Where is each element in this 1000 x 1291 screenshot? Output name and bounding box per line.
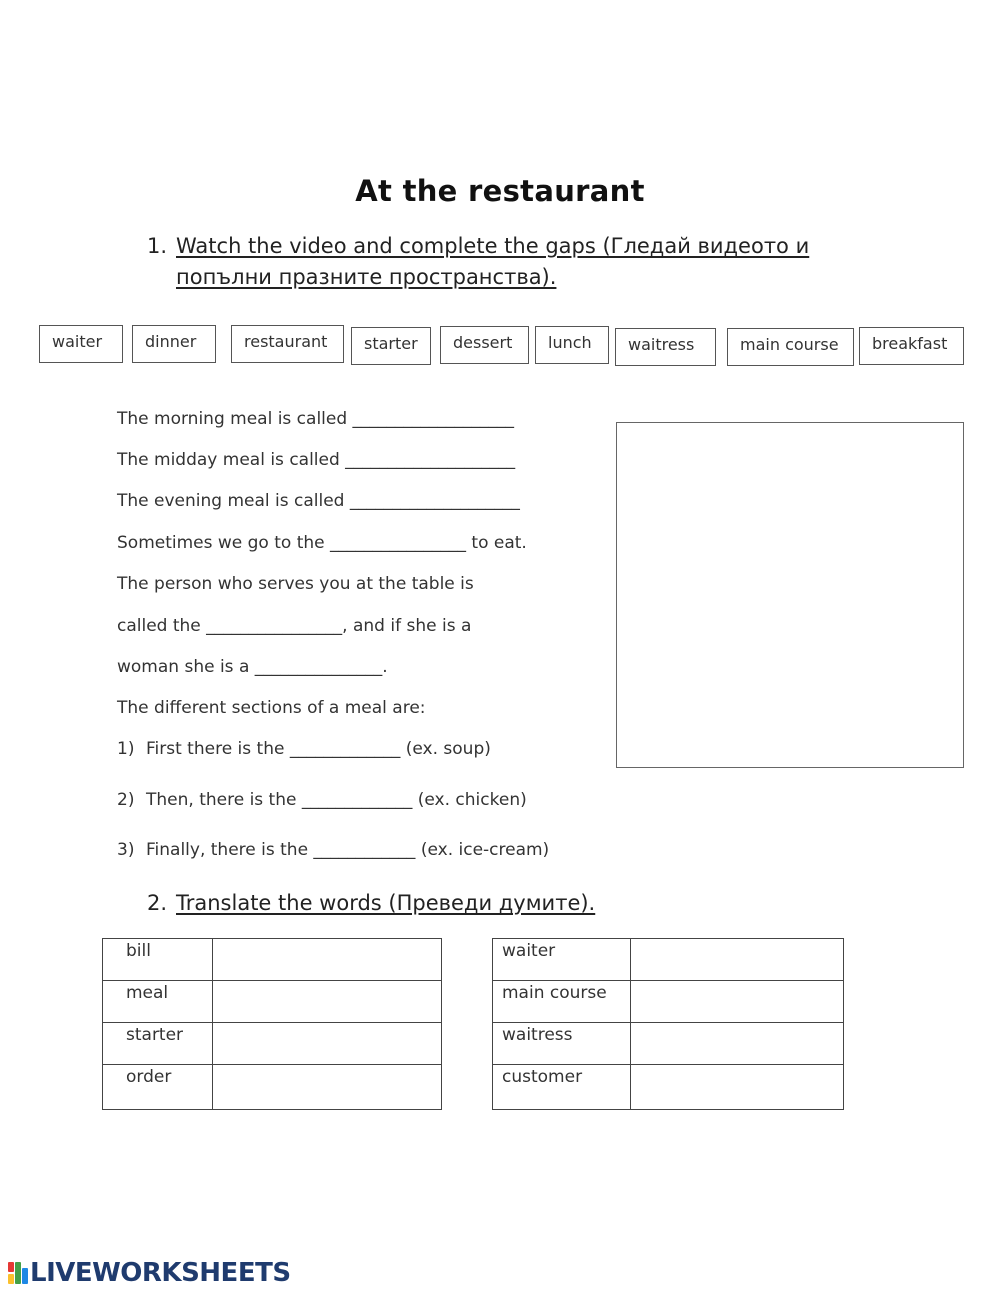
table-row xyxy=(103,1023,442,1065)
translate-table-left xyxy=(102,938,442,1110)
section-2-number: 2. xyxy=(147,891,168,915)
word-cell: meal xyxy=(103,981,213,1023)
word-cell: waiter xyxy=(493,939,631,981)
answer-input-cell[interactable] xyxy=(213,1065,442,1110)
meal-section-text: First there is the _____________ (ex. soup) xyxy=(146,739,491,759)
section-1-number: 1. xyxy=(147,234,168,258)
word-bank-item[interactable]: dessert xyxy=(440,326,529,364)
section-2-heading xyxy=(147,888,847,920)
sentence-person: The person who serves you at the table is xyxy=(117,574,474,594)
liveworksheets-logo[interactable] xyxy=(8,1258,291,1288)
table-row xyxy=(493,981,844,1023)
word-cell: starter xyxy=(103,1023,213,1065)
word-cell: waitress xyxy=(493,1023,631,1065)
meal-section-number: 1) xyxy=(117,739,135,759)
answer-input-cell[interactable] xyxy=(631,981,844,1023)
word-bank-item[interactable]: starter xyxy=(351,327,431,365)
word-bank-item[interactable]: waitress xyxy=(615,328,716,366)
meal-section-item xyxy=(117,739,491,759)
answer-input-cell[interactable] xyxy=(213,981,442,1023)
word-cell: customer xyxy=(493,1065,631,1110)
answer-input-cell[interactable] xyxy=(213,1023,442,1065)
section-1-heading-line1: Watch the video and complete the gaps (Гледай видеото и xyxy=(176,234,810,258)
word-cell: order xyxy=(103,1065,213,1110)
sentence-woman: woman she is a _______________. xyxy=(117,657,388,677)
answer-input-cell[interactable] xyxy=(631,1065,844,1110)
video-box[interactable] xyxy=(616,422,964,768)
word-bank-item[interactable]: restaurant xyxy=(231,325,344,363)
table-row xyxy=(103,1065,442,1110)
word-cell: main course xyxy=(493,981,631,1023)
word-bank-item[interactable]: breakfast xyxy=(859,327,964,365)
sentence-morning: The morning meal is called ___________________ xyxy=(117,409,515,429)
word-cell: bill xyxy=(103,939,213,981)
meal-section-text: Finally, there is the ____________ (ex. ice-cream) xyxy=(146,840,550,860)
answer-input-cell[interactable] xyxy=(631,939,844,981)
answer-input-cell[interactable] xyxy=(213,939,442,981)
section-1-heading-line2: попълни празните пространства). xyxy=(176,265,557,289)
sentence-midday: The midday meal is called ____________________ xyxy=(117,450,516,470)
meal-section-item xyxy=(117,790,527,810)
sentence-sections: The different sections of a meal are: xyxy=(117,698,426,718)
table-row xyxy=(103,981,442,1023)
table-row xyxy=(493,939,844,981)
worksheet-title: At the restaurant xyxy=(355,174,645,208)
table-row xyxy=(493,1023,844,1065)
liveworksheets-logo-icon xyxy=(8,1260,28,1286)
meal-section-number: 3) xyxy=(117,840,135,860)
meal-section-text: Then, there is the _____________ (ex. chicken) xyxy=(146,790,527,810)
translate-table-right xyxy=(492,938,844,1110)
sentence-evening: The evening meal is called ____________________ xyxy=(117,491,520,511)
answer-input-cell[interactable] xyxy=(631,1023,844,1065)
liveworksheets-logo-text: LIVEWORKSHEETS xyxy=(30,1258,291,1288)
word-bank-item[interactable]: main course xyxy=(727,328,854,366)
section-2-heading-text: Translate the words (Преведи думите). xyxy=(176,891,596,915)
table-row xyxy=(103,939,442,981)
sentence-called: called the ________________, and if she is a xyxy=(117,616,472,636)
word-bank-item[interactable]: waiter xyxy=(39,325,123,363)
table-row xyxy=(493,1065,844,1110)
section-1-heading xyxy=(147,231,947,297)
word-bank-item[interactable]: dinner xyxy=(132,325,216,363)
sentence-restaurant: Sometimes we go to the ________________ to eat. xyxy=(117,533,527,553)
word-bank-item[interactable]: lunch xyxy=(535,326,609,364)
meal-section-number: 2) xyxy=(117,790,135,810)
meal-section-item xyxy=(117,840,549,860)
